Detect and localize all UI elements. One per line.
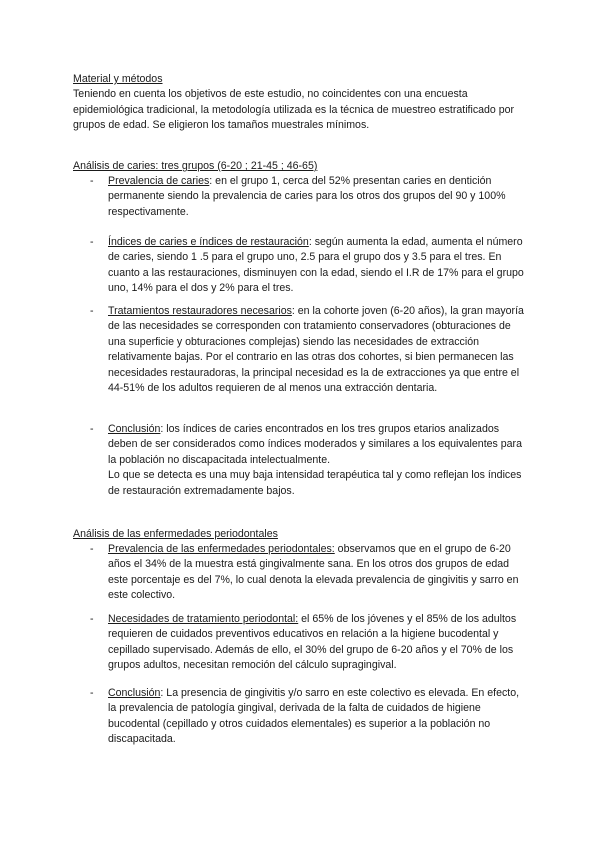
item-title: Conclusión [108, 687, 161, 699]
section-heading-caries [73, 159, 533, 174]
list-item [90, 304, 530, 396]
item-title: Tratamientos restauradores necesarios [108, 305, 292, 317]
section-heading-material: Material y métodos [73, 73, 163, 85]
bullet-dash: - [90, 543, 94, 555]
section-heading-perio [73, 527, 533, 542]
item-text: observamos que en el grupo de 6-20 años el 34% de la muestra está gingivalmente sana. En los otros dos grupos de edad este porcentaje es del 7%, lo cual denota la elevada prevalencia de gingivitis y sarro en este colectivo. [108, 543, 519, 602]
item-text: el 65% de los jóvenes y el 85% de los adultos requieren de cuidados preventivos educativos en relación a la higiene bucodental y cepillado supervisado. Además de ello, el 30% del grupo de 6-20 años y el 70% de los grupos adultos, necesitan remoción del cálculo supragingival. [108, 613, 517, 672]
item-text: : en la cohorte joven (6-20 años), la gran mayoría de las necesidades se corresponden con tratamiento conservadores (obturaciones de una superficie y obturaciones complejas) siendo las necesidades de extracción relativamente bajas. Por el contrario en las otras dos cohortes, si bien permanecen las necesidades restauradoras, la principal necesidad es la de extracciones ya que entre el 44-51% de los adultos requieren de al menos una extracción dentaria. [108, 305, 524, 395]
item-title: Índices de caries e índices de restauración [108, 236, 309, 248]
item-title: Prevalencia de las enfermedades periodontales: [108, 543, 335, 555]
bullet-dash: - [90, 423, 94, 435]
list-item [90, 542, 530, 604]
item-title: Necesidades de tratamiento periodontal: [108, 613, 299, 625]
list-item [90, 686, 530, 748]
bullet-dash: - [90, 175, 94, 187]
bullet-dash: - [90, 687, 94, 699]
item-title: Conclusión [108, 423, 161, 435]
list-item [90, 235, 530, 297]
bullet-dash: - [90, 613, 94, 625]
bullet-dash: - [90, 305, 94, 317]
list-item [90, 422, 530, 499]
bullet-dash: - [90, 236, 94, 248]
material-paragraph: Teniendo en cuenta los objetivos de este estudio, no coincidentes con una encuesta epidemiológica tradicional, la metodología utilizada es la técnica de muestreo estratificado por grupos de edad. Se eligieron los tamaños muestrales mínimos. [73, 88, 515, 132]
item-text: : los índices de caries encontrados en los tres grupos etarios analizados deben de ser considerados como índices moderados y similares a los equivalentes para la población no discapacitada intelectualmente. [108, 423, 522, 466]
section-material [73, 72, 533, 134]
list-item [90, 174, 530, 220]
list-item [90, 612, 530, 674]
item-text: : según aumenta la edad, aumenta el número de caries, siendo 1 .5 para el grupo uno, 2.5 para el grupo dos y 3.5 para el tres. En cuanto a las restauraciones, disminuyen con la edad, siendo el I.R de 17% para el grupo uno, 14% para el dos y 2% para el tres. [108, 236, 524, 295]
item-text: : en el grupo 1, cerca del 52% presentan caries en dentición permanente siendo la prevalencia de caries para los otros dos grupos del 90 y 100% respectivamente. [108, 175, 506, 218]
caries-heading-text: Análisis de caries: tres grupos (6-20 ; 21-45 ; 46-65) [73, 160, 318, 172]
item-text: : La presencia de gingivitis y/o sarro en este colectivo es elevada. En efecto, la prevalencia de patología gingival, derivada de la falta de cuidados de higiene bucodental (cepillado y otros cuidados elementales) es superior a la población no discapacitada. [108, 687, 520, 746]
item-extra-text: Lo que se detecta es una muy baja intensidad terapéutica tal y como reflejan los índices de restauración extremadamente bajos. [108, 469, 522, 497]
perio-heading-text: Análisis de las enfermedades periodontales [73, 528, 278, 540]
item-title: Prevalencia de caries [108, 175, 210, 187]
